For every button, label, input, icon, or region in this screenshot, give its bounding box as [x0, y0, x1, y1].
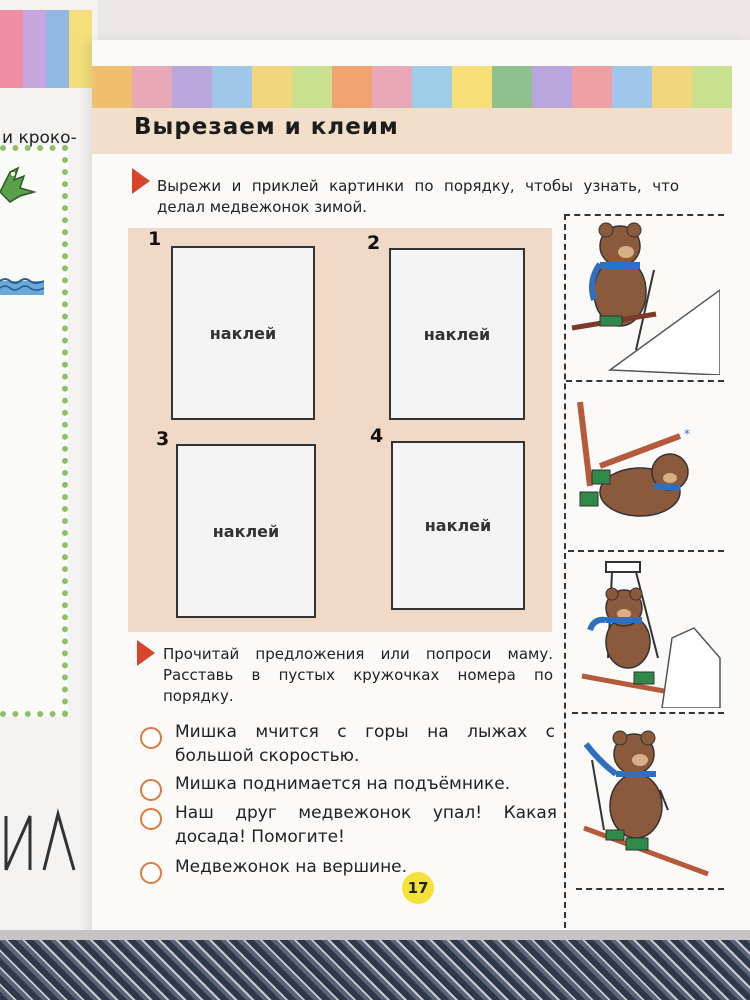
stripe	[212, 66, 252, 108]
instruction-arrow-icon	[137, 640, 155, 666]
sentence: Наш друг медвежонок упал! Какая досада! Помогите!	[175, 803, 557, 847]
stripe	[252, 66, 292, 108]
cut-line	[572, 712, 724, 714]
instruction-text: Вырежи и приклей картинки по порядку, чтобы узнать, что делал медвежонок зимой.	[157, 177, 679, 216]
stripe	[332, 66, 372, 108]
answer-circle[interactable]	[140, 862, 162, 884]
answer-circle[interactable]	[140, 808, 162, 830]
page-title: Вырезаем и клеим	[134, 114, 399, 140]
stripe	[692, 66, 732, 108]
stripe	[92, 66, 132, 108]
handwriting-letters	[0, 800, 80, 880]
left-page-frame	[0, 145, 68, 717]
cut-line	[564, 214, 724, 216]
stripe	[132, 66, 172, 108]
stripe	[612, 66, 652, 108]
bear-skiing-downhill-icon[interactable]	[576, 720, 722, 880]
stripe	[292, 66, 332, 108]
answer-circle[interactable]	[140, 779, 162, 801]
sticker-slot[interactable]	[171, 246, 315, 420]
stripe	[572, 66, 612, 108]
slot-label: наклей	[212, 521, 280, 541]
crocodile-icon	[0, 162, 36, 208]
slot-number: 3	[156, 428, 170, 450]
header-stripes	[92, 66, 732, 108]
fabric-background	[0, 940, 750, 1000]
stripe	[492, 66, 532, 108]
cut-line	[564, 214, 566, 928]
bear-fallen-icon[interactable]	[570, 396, 720, 546]
instruction-text: Прочитай предложения или попроси маму. Расставь в пустых кружочках номера по порядку.	[163, 645, 553, 705]
svg-text:*: *	[684, 427, 690, 441]
slot-label: наклей	[424, 516, 492, 535]
left-page-text: и кроко-	[2, 128, 77, 148]
slot-number: 1	[148, 228, 162, 250]
left-page-stripes	[0, 10, 92, 88]
sentence: Мишка поднимается на подъёмнике.	[175, 774, 511, 794]
slot-number: 2	[367, 232, 381, 254]
bear-on-ski-lift-icon[interactable]	[572, 558, 722, 708]
slot-number: 4	[370, 425, 384, 447]
slot-label: наклей	[209, 323, 277, 343]
sentence: Медвежонок на вершине.	[175, 857, 408, 877]
cut-line	[576, 888, 724, 890]
sentence: Мишка мчится с горы на лыжах с большой скоростью.	[175, 722, 555, 766]
cut-line	[566, 380, 724, 382]
instruction-arrow-icon	[132, 168, 150, 194]
page-number: 17	[402, 872, 434, 904]
sticker-slot[interactable]	[391, 441, 525, 610]
stripe	[452, 66, 492, 108]
sticker-slot[interactable]	[176, 444, 316, 618]
stripe	[172, 66, 212, 108]
water-icon	[0, 275, 44, 297]
sticker-slot[interactable]	[389, 248, 525, 420]
slot-label: наклей	[423, 324, 491, 344]
stripe	[372, 66, 412, 108]
stripe	[412, 66, 452, 108]
bear-skiing-uphill-icon[interactable]	[570, 220, 720, 375]
answer-circle[interactable]	[140, 727, 162, 749]
stripe	[532, 66, 572, 108]
stripe	[652, 66, 692, 108]
cut-line	[568, 550, 724, 552]
